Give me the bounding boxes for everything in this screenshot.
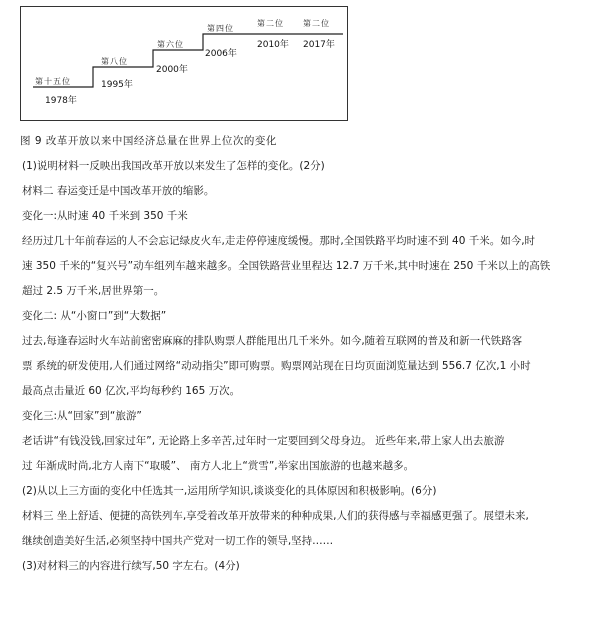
figure-caption: 图 9 改革开放以来中国经济总量在世界上位次的变化 xyxy=(20,135,277,147)
staircase-line xyxy=(33,34,343,87)
question-2: (2)从以上三方面的变化中任选其一,运用所学知识,谈谈变化的具体原因和积极影响。(6分) xyxy=(22,485,437,497)
material-3-line: 继续创造美好生活,必须坚持中国共产党对一切工作的领导,坚持…… xyxy=(22,535,334,547)
step-year: 2017年 xyxy=(303,40,335,50)
paragraph-line: 最高点击量近 60 亿次,平均每秒约 165 万次。 xyxy=(22,385,241,397)
step-rank: 第十五位 xyxy=(35,77,71,86)
step-rank: 第八位 xyxy=(101,57,128,66)
step-rank: 第二位 xyxy=(303,19,330,28)
paragraph-line: 票 系统的研发使用,人们通过网络“动动指尖”即可购票。购票网站现在日均页面浏览量达到 556.7 亿次,1 小时 xyxy=(22,360,531,372)
step-rank: 第二位 xyxy=(257,19,284,28)
paragraph-line: 经历过几十年前春运的人不会忘记绿皮火车,走走停停速度缓慢。那时,全国铁路平均时速不到 40 千米。如今,时 xyxy=(22,235,536,247)
paragraph-line: 速 350 千米的“复兴号”动车组列车越来越多。全国铁路营业里程达 12.7 万千米,其中时速在 250 千米以上的高铁 xyxy=(22,260,551,272)
change-1-heading: 变化一:从时速 40 千米到 350 千米 xyxy=(22,210,188,222)
paragraph-line: 超过 2.5 万千米,居世界第一。 xyxy=(22,285,165,297)
step-year: 2000年 xyxy=(156,65,188,75)
paragraph-line: 过 年渐成时尚,北方人南下“取暖”、 南方人北上“赏雪”,举家出国旅游的也越来越多。 xyxy=(22,460,415,472)
gdp-rank-staircase-figure xyxy=(20,6,348,121)
change-2-heading: 变化二: 从“小窗口”到“大数据” xyxy=(22,310,167,322)
step-year: 1995年 xyxy=(101,80,133,90)
change-3-heading: 变化三:从“回家”到“旅游” xyxy=(22,410,142,422)
question-3: (3)对材料三的内容进行续写,50 字左右。(4分) xyxy=(22,560,240,572)
step-year: 2006年 xyxy=(205,49,237,59)
material-2-heading: 材料二 春运变迁是中国改革开放的缩影。 xyxy=(22,185,215,197)
step-rank: 第六位 xyxy=(157,40,184,49)
step-year: 1978年 xyxy=(45,96,77,106)
question-1: (1)说明材料一反映出我国改革开放以来发生了怎样的变化。(2分) xyxy=(22,160,325,172)
step-rank: 第四位 xyxy=(207,24,234,33)
material-3-line: 材料三 坐上舒适、便捷的高铁列车,享受着改革开放带来的种种成果,人们的获得感与幸福感更强了。展望未来, xyxy=(22,510,529,522)
paragraph-line: 过去,每逢春运时火车站前密密麻麻的排队购票人群能甩出几千米外。如今,随着互联网的普及和新一代铁路客 xyxy=(22,335,523,347)
paragraph-line: 老话讲“有钱没钱,回家过年”, 无论路上多辛苦,过年时一定要回到父母身边。 近些年来,带上家人出去旅游 xyxy=(22,435,505,447)
step-year: 2010年 xyxy=(257,40,289,50)
